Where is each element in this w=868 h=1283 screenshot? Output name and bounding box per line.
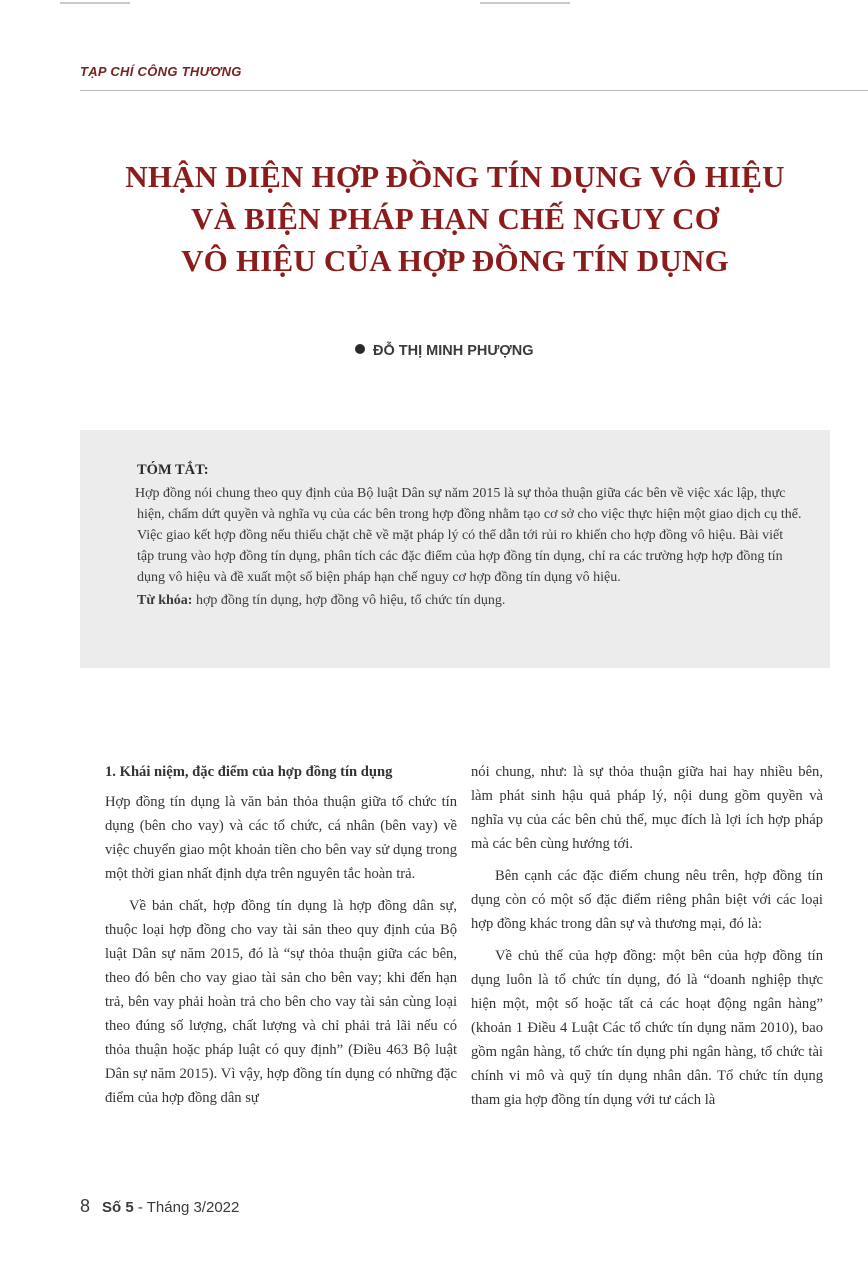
journal-name: TẠP CHÍ CÔNG THƯƠNG (80, 64, 242, 79)
top-rule-left (60, 2, 130, 4)
keywords-label: Từ khóa: (137, 593, 193, 608)
author-line (355, 343, 534, 359)
keywords-list: hợp đồng tín dụng, hợp đồng vô hiệu, tổ chức tín dụng. (192, 593, 506, 608)
title-line-2: VÀ BIỆN PHÁP HẠN CHẾ NGUY CƠ (190, 201, 720, 236)
issue-date: - Tháng 3/2022 (133, 1199, 240, 1216)
keywords (137, 590, 802, 611)
paragraph: Về chủ thể của hợp đồng: một bên của hợp đồng tín dụng luôn là tổ chức tín dụng, đó là “doanh nghiệp thực hiện một, một số hoặc tất cả các hoạt động ngân hàng” (khoản 1 Điều 4 Luật Các tổ chức tín dụng năm 2010), bao gồm ngân hàng, tổ chức tín dụng phi ngân hàng, tổ chức tài chính vi mô và quỹ tín dụng nhân dân. Tổ chức tín dụng tham gia hợp đồng tín dụng với tư cách là (471, 948, 823, 1108)
title-line-1: NHẬN DIỆN HỢP ĐỒNG TÍN DỤNG VÔ HIỆU (125, 159, 785, 194)
section-heading: 1. Khái niệm, đặc điểm của hợp đồng tín dụng (105, 764, 393, 780)
issue-label: Số 5 (102, 1199, 134, 1216)
page-footer (80, 1196, 239, 1217)
bullet-icon (355, 344, 365, 354)
paragraph: Về bản chất, hợp đồng tín dụng là hợp đồng dân sự, thuộc loại hợp đồng cho vay tài sản theo quy định của Bộ luật Dân sự năm 2015, đó là “sự thỏa thuận giữa các bên, theo đó bên cho vay giao tài sản cho bên vay; khi đến hạn trả, bên vay phải hoàn trả cho bên cho vay tài sản cùng loại theo đúng số lượng, chất lượng và chỉ phải trả lãi nếu có thỏa thuận hoặc pháp luật có quy định” (Điều 463 Bộ luật Dân sự năm 2015). Vì vậy, hợp đồng tín dụng có những đặc điểm của hợp đồng dân sự (105, 898, 457, 1106)
header-rule (80, 90, 868, 91)
paragraph: Hợp đồng tín dụng là văn bản thỏa thuận giữa tổ chức tín dụng (bên cho vay) và các tổ chức, cá nhân (bên vay) về việc chuyển giao một khoản tiền cho bên vay sử dụng trong một thời gian nhất định dựa trên nguyên tắc hoàn trả. (105, 794, 457, 882)
abstract-box (80, 430, 830, 668)
title-line-3: VÔ HIỆU CỦA HỢP ĐỒNG TÍN DỤNG (181, 243, 729, 278)
abstract-content (137, 462, 802, 611)
paragraph: nói chung, như: là sự thỏa thuận giữa hai hay nhiều bên, làm phát sinh hậu quả pháp lý, nội dung gồm quyền và nghĩa vụ của các bên chủ thể, mục đích là lợi ích hợp pháp mà các bên cùng hướng tới. (471, 764, 823, 852)
top-rule (0, 0, 868, 10)
abstract-text: Hợp đồng nói chung theo quy định của Bộ luật Dân sự năm 2015 là sự thỏa thuận giữa các bên về việc xác lập, thực hiện, chấm dứt quyền và nghĩa vụ của các bên trong hợp đồng nhằm tạo cơ sở cho việc thực hiện một giao dịch cụ thể. Việc giao kết hợp đồng nếu thiếu chặt chẽ về mặt pháp lý có thể dẫn tới rủi ro khiến cho hợp đồng vô hiệu. Bài viết tập trung vào hợp đồng tín dụng, phân tích các đặc điểm của hợp đồng tín dụng, chỉ ra các trường hợp hợp đồng tín dụng vô hiệu và đề xuất một số biện pháp hạn chế nguy cơ hợp đồng tín dụng vô hiệu. (135, 486, 802, 585)
page-number: 8 (80, 1196, 91, 1216)
author-name: ĐỖ THỊ MINH PHƯỢNG (373, 343, 534, 359)
body-column-right (471, 760, 823, 1120)
abstract-heading: TÓM TẮT: (137, 462, 209, 478)
top-rule-right (480, 2, 570, 4)
body-column-left (105, 760, 457, 1118)
paragraph: Bên cạnh các đặc điểm chung nêu trên, hợp đồng tín dụng còn có một số đặc điểm riêng phân biệt với các loại hợp đồng khác trong dân sự và thương mại, đó là: (471, 868, 823, 932)
article-title (40, 156, 868, 282)
